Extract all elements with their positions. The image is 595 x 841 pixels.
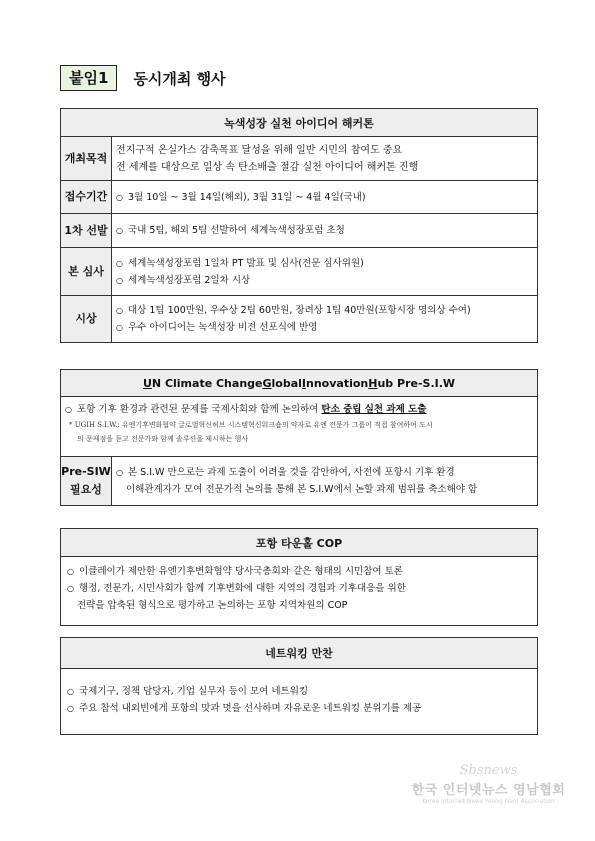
title-part: ub Pre-S.I.W [377,376,456,390]
row-content [112,181,537,213]
row-label: 시상 [61,296,112,342]
title-initial: H [368,376,378,390]
row-label: 개최목적 [61,137,112,180]
section-heading [60,64,226,92]
title-part: nnovation [306,376,369,390]
cop-title: 포항 타운홀 COP [61,529,537,557]
row-label: 접수기간 [61,181,112,213]
table-row [61,457,537,505]
title-initial: I [301,376,307,390]
cop-content [61,557,537,625]
row-label-line: Pre-SIW [61,465,111,478]
row-line: 전 세계를 대상으로 일상 속 탄소배출 절감 실천 아이디어 해커톤 진행 [116,161,419,173]
title-initial: G [262,376,272,390]
ungih-title [61,370,537,397]
footnote-line: * UGIH S.I.W.: 유엔기후변화협약 글로벌혁신허브 시스템혁신워크숍의 약자로 유엔 전문가 그룹이 직접 참여하여 도시 [69,421,433,429]
ungih-description [61,397,537,457]
table-row [61,214,537,248]
table-row [61,137,537,181]
row-content [112,457,537,505]
watermark-script: Sbsnews [459,763,518,778]
row-line: ○ 세계녹색성장포럼 2일차 시상 [116,272,533,289]
networking-table [60,637,538,735]
hackathon-title: 녹색성장 실천 아이디어 해커톤 [61,109,537,137]
row-line: ○ 국내 5팀, 해외 5팀 선발하여 세계녹색성장포럼 초청 [116,222,533,239]
row-line: ○ 세계녹색성장포럼 1일차 PT 발표 및 심사(전문 심사위원) [116,255,533,272]
row-content [112,248,537,295]
cop-table [60,528,538,626]
row-label [61,457,112,505]
title-part: lobal [271,376,302,390]
ungih-table [60,369,538,506]
row-line: 이해관계자가 모여 전문가적 논의를 통해 본 S.I.W에서 논할 과제 범위를 축소해야 함 [126,484,478,495]
table-row [61,181,537,214]
row-label-line: 필요성 [70,483,102,496]
row-label: 1차 선발 [61,214,112,247]
cop-line: ○ 행정, 전문가, 시민사회가 함께 기후변화에 대한 지역의 경험과 기후대응을 위한 [67,580,531,597]
row-line: ○ 대상 1팀 100만원, 우수상 2팀 60만원, 장려상 1팀 40만원(포항시장 명의상 수여) [116,302,533,319]
networking-content [61,669,537,734]
title-initial: U [142,376,152,390]
row-label: 본 심사 [61,248,112,295]
table-row [61,296,537,342]
cop-line: ○ 이클레이가 제안한 유엔기후변화협약 당사국총회와 같은 형태의 시민참여 토론 [67,563,531,580]
row-content [112,296,537,342]
page-title: 동시개최 행사 [133,69,226,88]
row-line: ○ 본 S.I.W 만으로는 과제 도출이 어려울 것을 감안하여, 사전에 포항시 기후 환경 [116,464,533,481]
row-line: ○ 3월 10일 ~ 3월 14일(해외), 3월 31일 ~ 4월 4일(국내) [116,189,533,206]
table-row [61,248,537,296]
watermark-english: Korea Internet News Yeong Nam Association [422,798,555,805]
cop-line: 전략을 압축된 형식으로 평가하고 논의하는 포항 지역차원의 COP [77,600,348,611]
hackathon-table [60,108,538,343]
row-content [112,214,537,247]
ungih-line-text: 포항 기후 환경과 관련된 문제를 국제사회와 함께 논의하여 [76,404,322,415]
row-line: 전지구적 온실가스 감축목표 달성을 위해 일반 시민의 참여도 중요 [116,144,403,156]
title-part: N Climate Change [151,376,263,390]
watermark-name: 한국 인터넷뉴스 영남협회 [411,783,566,798]
watermark-logo [396,763,581,819]
networking-line: ○ 국제기구, 정책 담당자, 기업 실무자 등이 모여 네트워킹 [67,683,531,700]
networking-line: ○ 주요 참석 내외빈에게 포항의 맛과 멋을 선사하며 자유로운 네트워킹 분위기를 제공 [67,700,531,717]
row-line: ○ 우수 아이디어는 녹색성장 비전 선포식에 반영 [116,319,533,336]
ungih-highlight: 탄소 중립 실천 과제 도출 [321,404,427,415]
attachment-tag: 붙임1 [60,65,117,91]
networking-title: 네트워킹 만찬 [61,638,537,669]
ungih-line [65,401,533,418]
row-content [112,137,537,180]
footnote-line: 의 문제점을 듣고 전문가와 함께 솔루션을 제시하는 행사 [77,435,249,443]
